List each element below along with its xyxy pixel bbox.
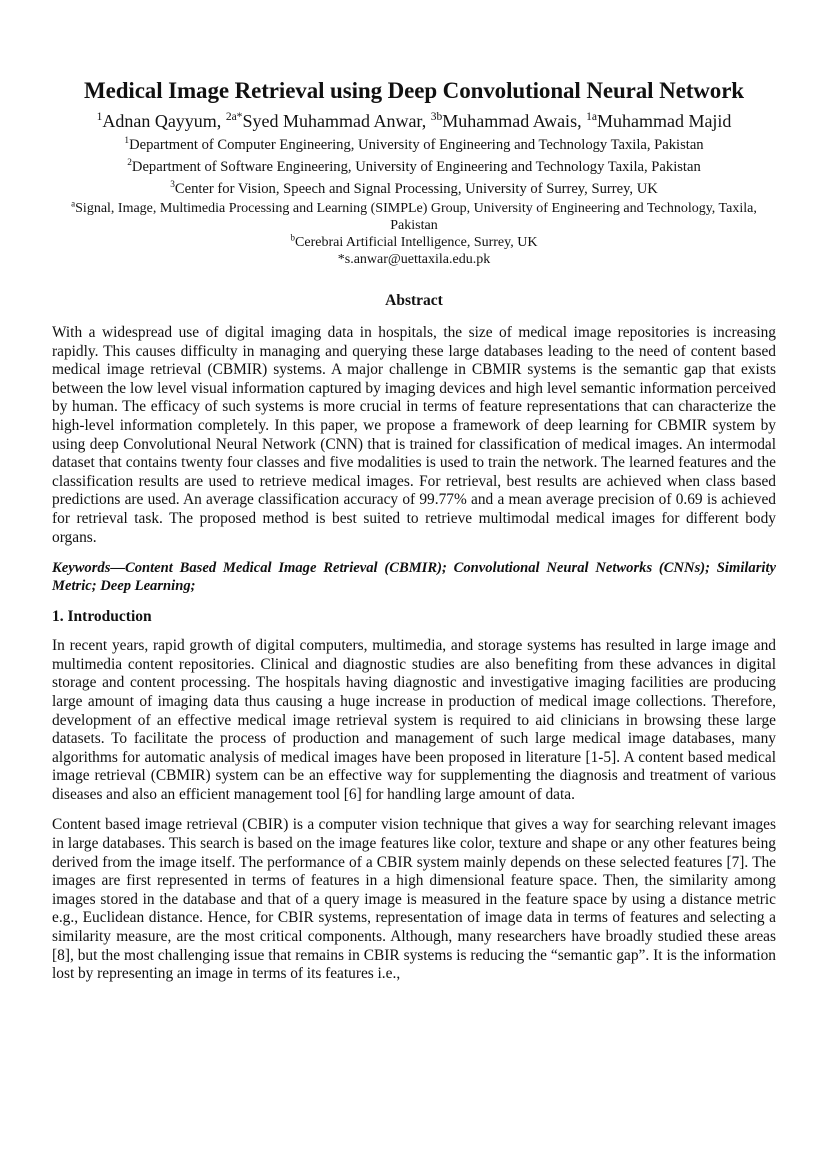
affiliation-b: [52, 234, 776, 251]
affiliation-sup: 2: [127, 158, 132, 169]
corresponding-email: *s.anwar@uettaxila.edu.pk: [337, 252, 491, 267]
affiliation-sup: a: [71, 198, 76, 209]
keywords: Keywords—Content Based Medical Image Retrieval (CBMIR); Convolutional Neural Networks (CNNs); Similarity Metric; Deep Learning;: [52, 560, 776, 595]
author-list: [52, 108, 776, 134]
author-name: Syed Muhammad Anwar,: [242, 111, 431, 131]
author-sup: 1a: [586, 111, 597, 123]
affiliation-text: Department of Software Engineering, University of Engineering and Technology Taxila, Pakistan: [131, 159, 701, 175]
section-heading-introduction: 1. Introduction: [52, 608, 152, 626]
affiliation-2: [52, 156, 776, 178]
author-sup: 2a*: [225, 111, 243, 123]
paper-title: Medical Image Retrieval using Deep Convolutional Neural Network: [84, 78, 744, 103]
affiliation-3: [52, 178, 776, 200]
affiliation-1: [52, 134, 776, 156]
author: [226, 111, 431, 131]
author-name: Adnan Qayyum,: [102, 111, 226, 131]
affiliation-sup: b: [290, 232, 296, 243]
author-name: Muhammad Awais,: [442, 111, 587, 131]
author-name: Muhammad Majid: [596, 111, 732, 131]
author: [586, 111, 731, 131]
author-sup: 3b: [430, 111, 443, 123]
affiliation-a: [52, 200, 776, 234]
abstract-text: With a widespread use of digital imaging data in hospitals, the size of medical image repositories is increasing rapidly. This causes difficulty in managing and querying these large databases leading to the need of content based medical image retrieval (CBMIR) systems. A major challenge in CBMIR systems is the semantic gap that exists between the low level visual information captured by imaging devices and high level semantic information perceived by human. The efficacy of such systems is more crucial in terms of feature representations that can characterize the high-level information completely. In this paper, we propose a framework of deep learning for CBMIR system by using deep Convolutional Neural Network (CNN) that is trained for classification of medical images. An intermodal dataset that contains twenty four classes and five modalities is used to train the network. The learned features and the classification results are used to retrieve medical images. For retrieval, best results are achieved when class based predictions are used. An average classification accuracy of 99.77% and a mean average precision of 0.69 is achieved for retrieval task. The proposed method is best suited to retrieve multimodal medical images for different body organs.: [52, 324, 776, 546]
affiliation-text: Cerebrai Artificial Intelligence, Surrey, UK: [295, 235, 538, 250]
affiliation-text: Department of Computer Engineering, University of Engineering and Technology Taxila, Pakistan: [129, 137, 704, 153]
introduction-paragraph-2: Content based image retrieval (CBIR) is a computer vision technique that gives a way for searching relevant images in large databases. This search is based on the image features like color, texture and shape or any other features being derived from the image itself. The performance of a CBIR system mainly depends on these selected features [7]. The images are first represented in terms of features in a high dimensional feature space. Then, the similarity among images stored in the database and that of a query image is measured in the feature space by using a distance metric e.g., Euclidean distance. Hence, for CBIR systems, representation of image data in terms of features and selecting a similarity measure, are the most critical components. Although, many researchers have broadly studied these areas [8], but the most challenging issue that remains in CBIR systems is reducing the “semantic gap”. It is the information lost by representing an image in terms of its features i.e.,: [52, 816, 776, 983]
introduction-paragraph-1: In recent years, rapid growth of digital computers, multimedia, and storage systems has resulted in large image and multimedia content repositories. Clinical and diagnostic studies are also benefiting from these advances in digital storage and content processing. The hospitals having diagnostic and investigative imaging facilities are producing large amount of imaging data thus causing a huge increase in production of medical image collections. Therefore, development of an effective medical image retrieval system is required to aid clinicians in browsing these large datasets. To facilitate the process of production and management of such large medical image databases, many algorithms for automatic analysis of medical images have been proposed in literature [1-5]. A content based medical image retrieval (CBMIR) system can be an effective way for supplementing the diagnosis and treatment of various diseases and also an efficient management tool [6] for handling large amount of data.: [52, 637, 776, 803]
author-sup: 1: [96, 111, 103, 123]
affiliation-sup: 1: [124, 136, 130, 147]
affiliation-text: Center for Vision, Speech and Signal Processing, University of Surrey, Surrey, UK: [174, 181, 658, 197]
affiliation-text: Signal, Image, Multimedia Processing and Learning (SIMPLe) Group, University of Engineering and Technology, Taxila, Pakistan: [75, 201, 757, 233]
abstract-heading: Abstract: [385, 292, 443, 309]
author: [97, 111, 226, 131]
affiliation-sup: 3: [170, 180, 175, 191]
author: [431, 111, 586, 131]
